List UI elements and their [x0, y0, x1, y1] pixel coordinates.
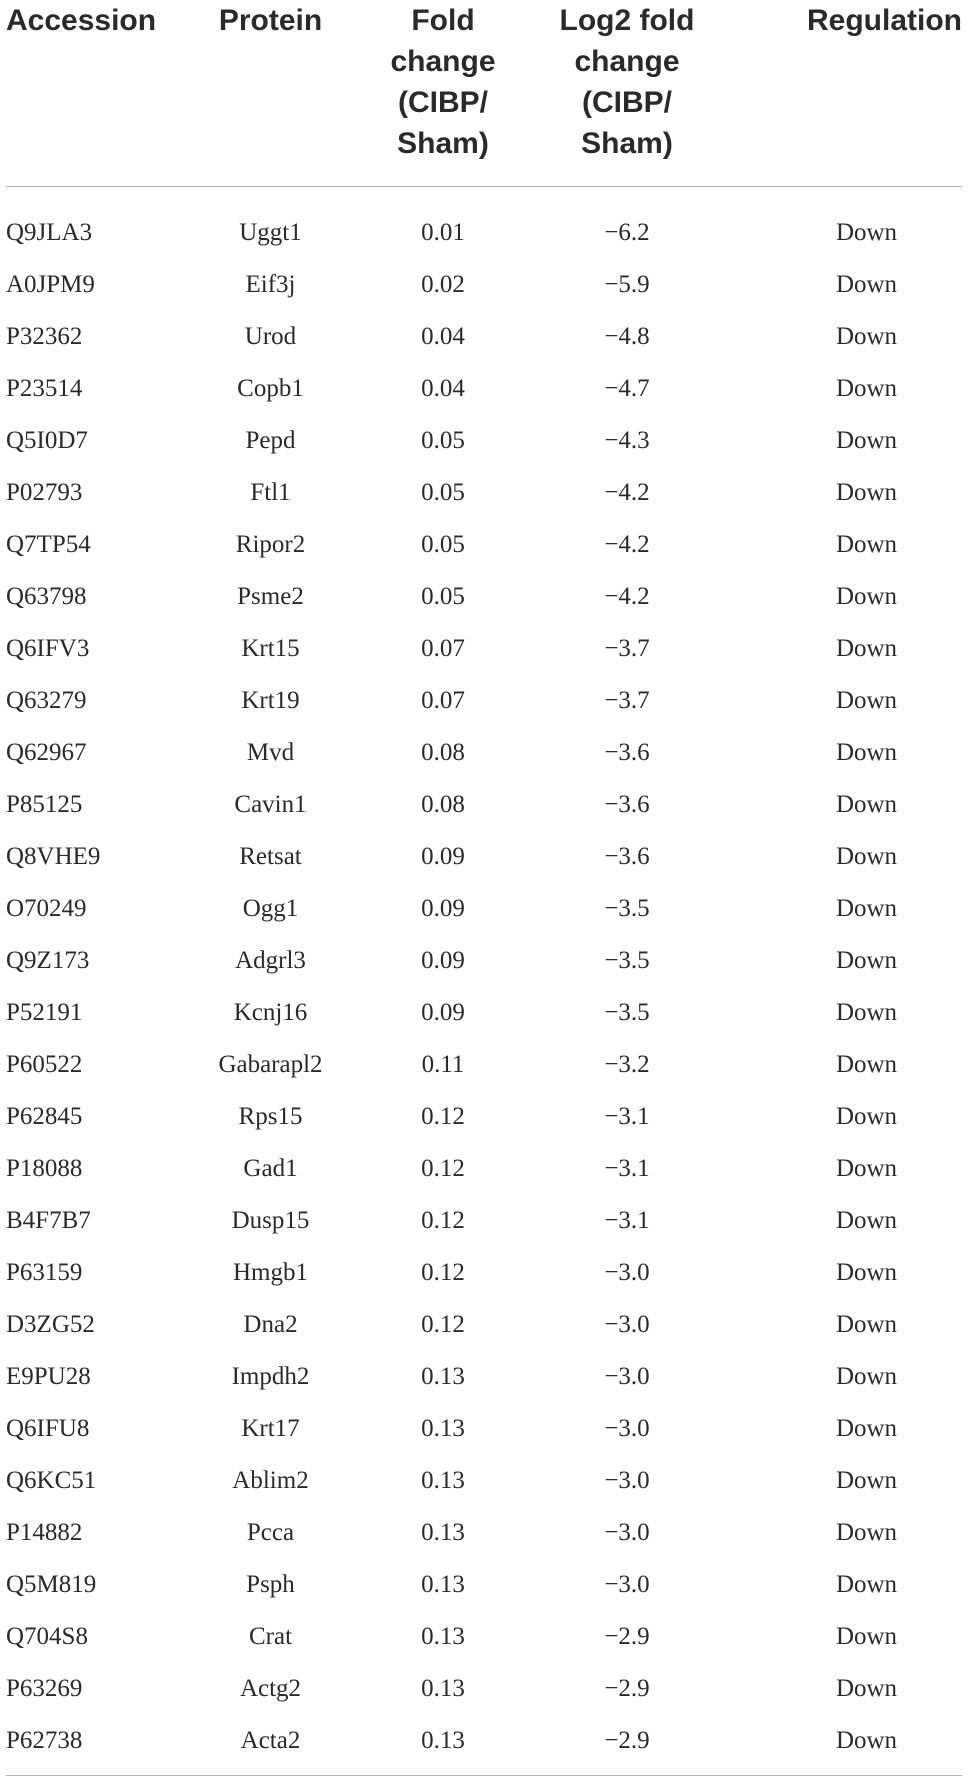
- cell-protein: Retsat: [239, 843, 302, 870]
- cell-log2-fold-change: −3.0: [604, 1259, 650, 1286]
- table-bottom-rule: [6, 1775, 962, 1776]
- cell-regulation: Down: [835, 1207, 898, 1234]
- cell-accession: D3ZG52: [6, 1311, 95, 1338]
- header-fold-change-line: Sham): [397, 127, 489, 160]
- cell-log2-fold-change: −4.3: [604, 427, 650, 454]
- cell-protein: Krt17: [241, 1415, 300, 1442]
- cell-fold-change: 0.13: [421, 1571, 465, 1598]
- cell-regulation: Down: [835, 219, 898, 246]
- cell-fold-change: 0.12: [421, 1103, 465, 1130]
- table-row: [6, 571, 962, 623]
- cell-log2-fold-change: −3.7: [604, 635, 650, 662]
- table-row: [6, 935, 962, 987]
- cell-fold-change: 0.09: [421, 999, 465, 1026]
- cell-accession: Q6IFV3: [6, 635, 90, 662]
- cell-log2-fold-change: −3.0: [604, 1467, 650, 1494]
- header-log2-line: (CIBP/: [582, 86, 672, 119]
- cell-regulation: Down: [835, 1051, 898, 1078]
- header-row: [6, 0, 962, 187]
- cell-fold-change: 0.13: [421, 1415, 465, 1442]
- cell-protein: Rps15: [238, 1103, 303, 1130]
- cell-fold-change: 0.12: [421, 1311, 465, 1338]
- header-protein-line: Protein: [218, 4, 323, 37]
- table-row: [6, 1507, 962, 1559]
- table-row: [6, 1611, 962, 1663]
- cell-accession: Q6KC51: [6, 1467, 97, 1494]
- cell-regulation: Down: [835, 1727, 898, 1754]
- cell-regulation: Down: [835, 1415, 898, 1442]
- header-log2-line: Sham): [581, 127, 673, 160]
- cell-accession: Q8VHE9: [6, 843, 101, 870]
- cell-log2-fold-change: −3.5: [604, 947, 650, 974]
- table-row: [6, 1091, 962, 1143]
- cell-accession: P02793: [6, 479, 83, 506]
- cell-protein: Urod: [244, 323, 297, 350]
- cell-log2-fold-change: −3.6: [604, 739, 650, 766]
- cell-fold-change: 0.12: [421, 1259, 465, 1286]
- cell-protein: Ogg1: [242, 895, 299, 922]
- cell-regulation: Down: [835, 479, 898, 506]
- cell-accession: Q62967: [6, 739, 87, 766]
- cell-protein: Crat: [248, 1623, 293, 1650]
- cell-protein: Eif3j: [245, 271, 296, 298]
- cell-accession: Q9JLA3: [6, 219, 93, 246]
- cell-accession: P62845: [6, 1103, 83, 1130]
- cell-protein: Kcnj16: [233, 999, 308, 1026]
- cell-regulation: Down: [835, 531, 898, 558]
- header-fold-change-line: Fold: [411, 4, 475, 37]
- cell-fold-change: 0.09: [421, 947, 465, 974]
- cell-log2-fold-change: −3.7: [604, 687, 650, 714]
- table-row: [6, 1247, 962, 1299]
- cell-regulation: Down: [835, 583, 898, 610]
- cell-accession: Q704S8: [6, 1623, 88, 1650]
- cell-log2-fold-change: −4.2: [604, 479, 650, 506]
- cell-accession: O70249: [6, 895, 87, 922]
- cell-fold-change: 0.05: [421, 479, 465, 506]
- protein-table: [6, 0, 962, 1767]
- cell-fold-change: 0.13: [421, 1467, 465, 1494]
- cell-regulation: Down: [835, 947, 898, 974]
- cell-accession: P63269: [6, 1675, 83, 1702]
- cell-protein: Adgrl3: [235, 947, 306, 974]
- cell-accession: P32362: [6, 323, 83, 350]
- table-row: [6, 1559, 962, 1611]
- table-row: [6, 311, 962, 363]
- cell-log2-fold-change: −4.7: [604, 375, 650, 402]
- cell-log2-fold-change: −2.9: [604, 1675, 650, 1702]
- cell-accession: Q63279: [6, 687, 87, 714]
- cell-log2-fold-change: −3.1: [604, 1103, 650, 1130]
- cell-accession: P52191: [6, 999, 83, 1026]
- cell-accession: Q5M819: [6, 1571, 97, 1598]
- cell-regulation: Down: [835, 375, 898, 402]
- cell-accession: B4F7B7: [6, 1207, 91, 1234]
- table-row: [6, 831, 962, 883]
- cell-protein: Acta2: [240, 1727, 301, 1754]
- cell-accession: P62738: [6, 1727, 83, 1754]
- cell-regulation: Down: [835, 1675, 898, 1702]
- cell-log2-fold-change: −4.8: [604, 323, 650, 350]
- cell-fold-change: 0.12: [421, 1207, 465, 1234]
- cell-regulation: Down: [835, 1103, 898, 1130]
- cell-fold-change: 0.09: [421, 843, 465, 870]
- table-row: [6, 259, 962, 311]
- cell-protein: Uggt1: [239, 219, 302, 246]
- cell-fold-change: 0.13: [421, 1727, 465, 1754]
- cell-log2-fold-change: −6.2: [604, 219, 650, 246]
- table-row: [6, 1195, 962, 1247]
- cell-fold-change: 0.07: [421, 635, 465, 662]
- cell-regulation: Down: [835, 1571, 898, 1598]
- cell-accession: A0JPM9: [6, 271, 95, 298]
- cell-fold-change: 0.13: [421, 1623, 465, 1650]
- table-row: [6, 415, 962, 467]
- cell-accession: P85125: [6, 791, 83, 818]
- cell-regulation: Down: [835, 1363, 898, 1390]
- cell-fold-change: 0.12: [421, 1155, 465, 1182]
- header-log2-line: change: [574, 45, 680, 78]
- table-row: [6, 727, 962, 779]
- cell-protein: Mvd: [246, 739, 295, 766]
- cell-regulation: Down: [835, 1467, 898, 1494]
- cell-protein: Pepd: [245, 427, 296, 454]
- cell-protein: Psme2: [237, 583, 304, 610]
- cell-log2-fold-change: −3.6: [604, 791, 650, 818]
- cell-regulation: Down: [835, 739, 898, 766]
- cell-log2-fold-change: −3.0: [604, 1363, 650, 1390]
- cell-log2-fold-change: −3.1: [604, 1155, 650, 1182]
- cell-regulation: Down: [835, 427, 898, 454]
- cell-log2-fold-change: −3.0: [604, 1415, 650, 1442]
- cell-accession: Q7TP54: [6, 531, 91, 558]
- cell-protein: Hmgb1: [233, 1259, 308, 1286]
- cell-regulation: Down: [835, 271, 898, 298]
- cell-accession: E9PU28: [6, 1363, 91, 1390]
- cell-regulation: Down: [835, 895, 898, 922]
- cell-log2-fold-change: −4.2: [604, 531, 650, 558]
- cell-protein: Gabarapl2: [218, 1051, 323, 1078]
- cell-log2-fold-change: −4.2: [604, 583, 650, 610]
- cell-log2-fold-change: −3.6: [604, 843, 650, 870]
- cell-protein: Actg2: [239, 1675, 302, 1702]
- cell-protein: Ftl1: [250, 479, 291, 506]
- header-regulation-line: Regulation: [807, 4, 962, 37]
- cell-accession: Q9Z173: [6, 947, 90, 974]
- table-row: [6, 623, 962, 675]
- header-log2-fold-change: [533, 0, 721, 187]
- header-protein: [188, 0, 353, 187]
- table-row: [6, 363, 962, 415]
- header-accession-line: Accession: [6, 4, 157, 37]
- cell-regulation: Down: [835, 1259, 898, 1286]
- cell-protein: Impdh2: [231, 1363, 310, 1390]
- cell-fold-change: 0.05: [421, 427, 465, 454]
- table-row: [6, 1715, 962, 1767]
- cell-regulation: Down: [835, 843, 898, 870]
- cell-protein: Ablim2: [232, 1467, 309, 1494]
- cell-accession: P14882: [6, 1519, 83, 1546]
- cell-protein: Pcca: [246, 1519, 295, 1546]
- cell-fold-change: 0.08: [421, 791, 465, 818]
- cell-accession: P23514: [6, 375, 83, 402]
- cell-fold-change: 0.13: [421, 1363, 465, 1390]
- cell-regulation: Down: [835, 687, 898, 714]
- cell-accession: P63159: [6, 1259, 83, 1286]
- table-row: [6, 1299, 962, 1351]
- cell-log2-fold-change: −2.9: [604, 1727, 650, 1754]
- cell-accession: Q63798: [6, 583, 87, 610]
- cell-fold-change: 0.05: [421, 531, 465, 558]
- cell-regulation: Down: [835, 323, 898, 350]
- cell-log2-fold-change: −3.1: [604, 1207, 650, 1234]
- cell-accession: P60522: [6, 1051, 83, 1078]
- cell-fold-change: 0.04: [421, 375, 465, 402]
- cell-fold-change: 0.11: [421, 1051, 465, 1078]
- table-row: [6, 1351, 962, 1403]
- cell-regulation: Down: [835, 999, 898, 1026]
- cell-fold-change: 0.08: [421, 739, 465, 766]
- cell-protein: Gad1: [243, 1155, 298, 1182]
- cell-protein: Ripor2: [235, 531, 306, 558]
- cell-fold-change: 0.04: [421, 323, 465, 350]
- cell-fold-change: 0.13: [421, 1519, 465, 1546]
- header-fold-change-line: (CIBP/: [398, 86, 488, 119]
- table-row: [6, 675, 962, 727]
- cell-protein: Krt19: [241, 687, 300, 714]
- cell-log2-fold-change: −3.2: [604, 1051, 650, 1078]
- table-row: [6, 1663, 962, 1715]
- cell-regulation: Down: [835, 791, 898, 818]
- table-row: [6, 519, 962, 571]
- cell-fold-change: 0.07: [421, 687, 465, 714]
- cell-fold-change: 0.09: [421, 895, 465, 922]
- table-body: [6, 187, 962, 1768]
- cell-fold-change: 0.05: [421, 583, 465, 610]
- header-fold-change-line: change: [390, 45, 496, 78]
- table-row: [6, 1143, 962, 1195]
- header-regulation: [721, 0, 962, 187]
- cell-log2-fold-change: −3.0: [604, 1311, 650, 1338]
- cell-regulation: Down: [835, 1519, 898, 1546]
- cell-log2-fold-change: −3.5: [604, 999, 650, 1026]
- cell-protein: Copb1: [237, 375, 304, 402]
- cell-log2-fold-change: −3.5: [604, 895, 650, 922]
- cell-log2-fold-change: −2.9: [604, 1623, 650, 1650]
- cell-protein: Psph: [246, 1571, 295, 1598]
- cell-regulation: Down: [835, 1623, 898, 1650]
- table-row: [6, 883, 962, 935]
- cell-accession: P18088: [6, 1155, 83, 1182]
- cell-log2-fold-change: −3.0: [604, 1519, 650, 1546]
- table-row: [6, 987, 962, 1039]
- cell-accession: Q6IFU8: [6, 1415, 90, 1442]
- table-header: [6, 0, 962, 187]
- cell-fold-change: 0.13: [421, 1675, 465, 1702]
- cell-protein: Krt15: [241, 635, 300, 662]
- cell-protein: Dna2: [243, 1311, 298, 1338]
- cell-regulation: Down: [835, 1311, 898, 1338]
- header-log2-line: Log2 fold: [559, 4, 695, 37]
- header-fold-change: [353, 0, 533, 187]
- table-row: [6, 1455, 962, 1507]
- cell-protein: Dusp15: [231, 1207, 310, 1234]
- table-row: [6, 1403, 962, 1455]
- cell-protein: Cavin1: [234, 791, 307, 818]
- cell-log2-fold-change: −3.0: [604, 1571, 650, 1598]
- table-row: [6, 779, 962, 831]
- header-accession: [6, 0, 188, 187]
- cell-fold-change: 0.02: [421, 271, 465, 298]
- cell-regulation: Down: [835, 1155, 898, 1182]
- table-row: [6, 467, 962, 519]
- table-row: [6, 187, 962, 260]
- cell-regulation: Down: [835, 635, 898, 662]
- cell-accession: Q5I0D7: [6, 427, 88, 454]
- cell-fold-change: 0.01: [421, 219, 465, 246]
- cell-log2-fold-change: −5.9: [604, 271, 650, 298]
- table-row: [6, 1039, 962, 1091]
